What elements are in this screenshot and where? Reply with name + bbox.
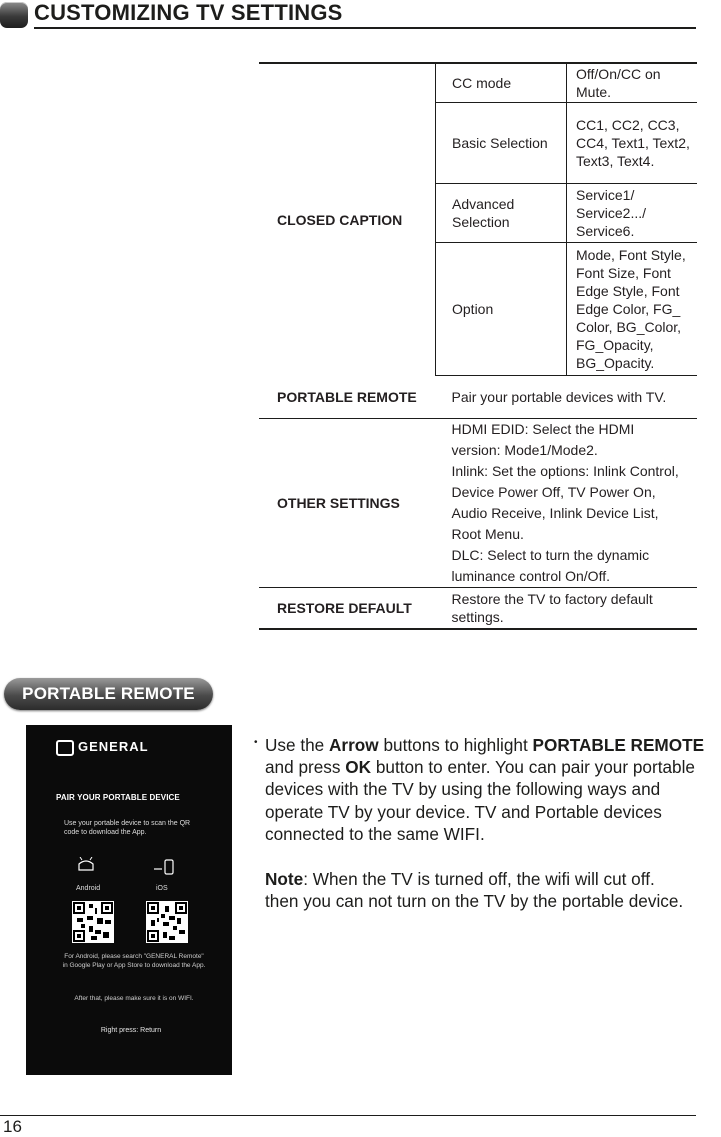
advanced-selection-value: Service1/ Service2.../ Service6. xyxy=(567,184,698,243)
section-title-pill xyxy=(4,678,213,710)
closed-caption-label: CLOSED CAPTION xyxy=(259,63,436,376)
dlc-text: DLC: Select to turn the dynamic luminance control On/Off. xyxy=(451,546,650,584)
section-title: PORTABLE REMOTE xyxy=(22,684,195,703)
portable-remote-keyword: PORTABLE REMOTE xyxy=(532,735,705,755)
option-item: Option xyxy=(436,243,567,376)
table-row xyxy=(259,418,697,587)
basic-selection-item: Basic Selection xyxy=(436,103,567,184)
inlink-text: Inlink: Set the options: Inlink Control, Device Power Off, TV Power On, Audio Receive, Inlink Device List, Root Menu. xyxy=(451,462,679,542)
header-divider xyxy=(34,27,696,29)
other-settings-value xyxy=(436,418,698,587)
table-row xyxy=(259,376,697,419)
option-value: Mode, Font Style, Font Size, Font Edge Style, Font Edge Color, FG_ Color, BG_Color, FG_Opacity, BG_Opacity. xyxy=(567,243,698,376)
phone-screen xyxy=(26,725,232,1075)
ok-keyword: OK xyxy=(345,757,372,778)
text-run: Use the xyxy=(265,735,330,755)
basic-selection-value: CC1, CC2, CC3, CC4, Text1, Text2, Text3, Text4. xyxy=(567,103,698,184)
brand-logo-text: GENERAL xyxy=(78,739,149,754)
table-row xyxy=(259,63,697,103)
advanced-selection-item: Advanced Selection xyxy=(436,184,567,243)
cc-mode-value: Off/On/CC on Mute. xyxy=(567,63,698,103)
bullet-marker: • xyxy=(254,737,258,748)
phone-subtitle: Use your portable device to scan the QR code to download the App. xyxy=(64,820,191,836)
settings-table xyxy=(259,62,697,630)
portable-remote-label: PORTABLE REMOTE xyxy=(259,376,436,419)
text-run: and press xyxy=(265,757,346,778)
android-label: Android xyxy=(76,885,101,892)
android-icon xyxy=(76,857,96,871)
page-title: CUSTOMIZING TV SETTINGS xyxy=(34,0,343,25)
phone-return-hint: Right press: Return xyxy=(100,1027,162,1034)
arrow-keyword: Arrow xyxy=(329,735,379,755)
android-qr-code xyxy=(72,901,114,943)
hdmi-edid-text: HDMI EDID: Select the HDMI version: Mode1/Mode2. xyxy=(451,420,635,458)
phone-note-2: After that, please make sure it is on WIFI. xyxy=(74,995,194,1002)
phone-note-1: For Android, please search "GENERAL Remote" in Google Play or App Store to download the App. xyxy=(62,953,206,969)
instructions-paragraph xyxy=(265,734,721,845)
restore-default-label: RESTORE DEFAULT xyxy=(259,587,436,629)
restore-default-text: Restore the TV to factory default settings. xyxy=(451,590,653,625)
restore-default-value xyxy=(436,587,698,629)
table-row xyxy=(259,587,697,629)
portable-remote-value: Pair your portable devices with TV. xyxy=(436,376,698,419)
note-label: Note xyxy=(265,869,304,889)
other-settings-label: OTHER SETTINGS xyxy=(259,418,436,587)
note-line-2: then you can not turn on the TV by the portable device. xyxy=(265,891,684,912)
cc-mode-item: CC mode xyxy=(436,63,567,103)
ios-qr-code xyxy=(146,901,188,943)
note-paragraph xyxy=(265,868,721,912)
brand-logo-icon xyxy=(56,740,74,756)
page-number: 16 xyxy=(3,1117,22,1136)
note-line-1: : When the TV is turned off, the wifi will cut off. xyxy=(303,869,655,889)
text-run: buttons to highlight xyxy=(378,735,533,755)
phone-heading: PAIR YOUR PORTABLE DEVICE xyxy=(56,793,180,802)
footer-divider xyxy=(0,1115,696,1116)
header-badge xyxy=(0,2,28,28)
ios-device-icon xyxy=(154,859,178,875)
ios-label: iOS xyxy=(156,885,168,892)
text-run: button to enter. You can pair your portable devices with the TV by using the following ways and operate TV by your device. TV and Portable devices connected to the same WIFI. xyxy=(265,757,695,844)
